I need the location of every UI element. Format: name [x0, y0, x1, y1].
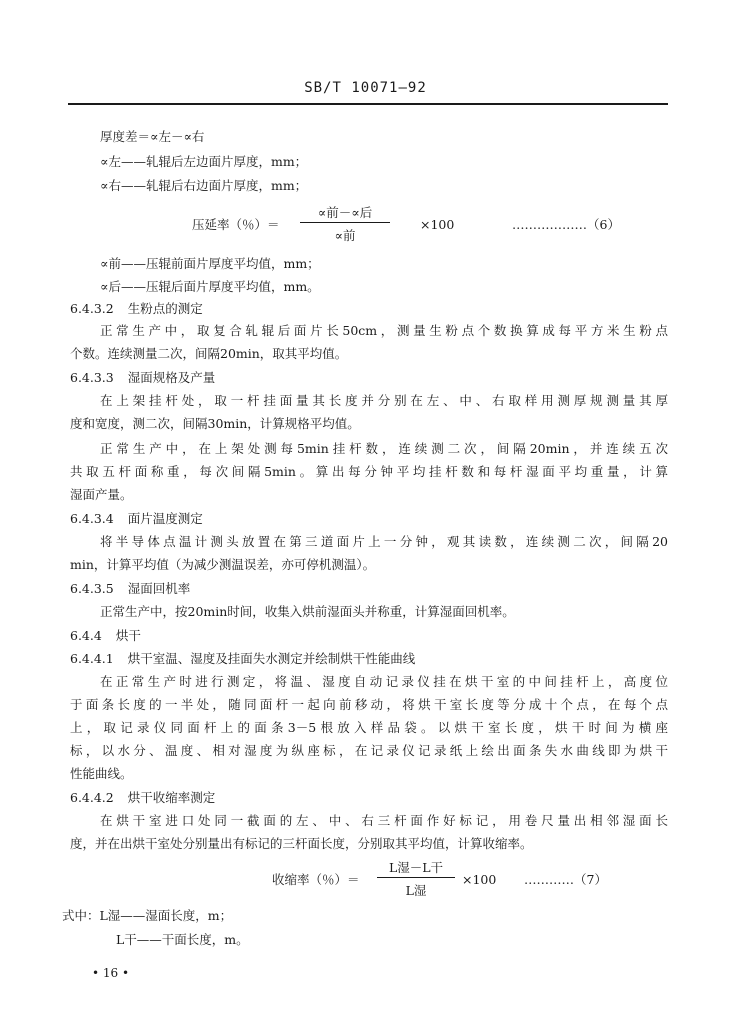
section-6441-heading	[70, 650, 415, 668]
para-6432-line-2: 个数。连续测量二次，间隔20min，取其平均值。	[70, 346, 348, 361]
header-rule	[68, 103, 668, 105]
para-6433b-line-1: 正常生产中，在上架处测每5min挂杆数，连续测二次，间隔20min，并连续五次	[100, 441, 668, 456]
formula-6-fraction-bar	[300, 222, 390, 223]
section-6433-heading	[70, 369, 215, 387]
section-6433-title: 湿面规格及产量	[127, 370, 216, 385]
section-6442-heading	[70, 789, 215, 807]
para-6442-line-2: 度，并在出烘干室处分别量出有标记的三杆面长度，分别取其平均值，计算收缩率。	[70, 836, 533, 851]
thickness-diff-formula: 厚度差＝∝左－∝右	[100, 129, 205, 144]
section-6442-title: 烘干收缩率测定	[127, 790, 216, 805]
formula-7-numerator: L湿－L干	[388, 860, 444, 875]
para-6441-line-5: 性能曲线。	[70, 766, 133, 781]
section-6441-number: 6.4.4.1	[70, 651, 114, 666]
section-644-heading	[70, 627, 141, 645]
para-6433b-line-3: 湿面产量。	[70, 487, 133, 502]
formula-7-lhs: 收缩率（％）＝	[272, 872, 360, 887]
page-number: • 16 •	[92, 966, 130, 980]
where-clause-wet-length: 式中：L湿——湿面长度，m；	[62, 908, 233, 923]
section-644-title: 烘干	[115, 628, 141, 643]
definition-right-thickness: ∝右——轧辊后右边面片厚度，mm；	[100, 178, 308, 193]
formula-7-tag: …………（7）	[524, 872, 607, 887]
section-6432-title: 生粉点的测定	[127, 301, 203, 316]
section-6441-title: 烘干室温、湿度及挂面失水测定并绘制烘干性能曲线	[127, 651, 416, 666]
para-6441-line-2: 于面条长度的一半处，随同面杆一起向前移动，将烘干室长度等分成十个点，在每个点	[70, 697, 668, 712]
standard-number-header: SB/T 10071—92	[304, 80, 427, 96]
para-6432-line-1: 正常生产中，取复合轧辊后面片长50cm，测量生粉点个数换算成每平方米生粉点	[100, 323, 668, 338]
formula-7-fraction-bar	[377, 877, 455, 878]
section-644-number: 6.4.4	[70, 628, 102, 643]
section-6435-number: 6.4.3.5	[70, 581, 114, 596]
formula-6-lhs: 压延率（％）＝	[192, 217, 280, 232]
section-6434-number: 6.4.3.4	[70, 511, 114, 526]
para-6441-line-4: 标，以水分、温度、相对湿度为纵座标，在记录仪记录纸上绘出面条失水曲线即为烘干	[70, 743, 668, 758]
para-6434-line-1: 将半导体点温计测头放置在第三道面片上一分钟，观其读数，连续测二次，间隔20	[100, 534, 668, 549]
section-6442-number: 6.4.4.2	[70, 790, 114, 805]
definition-before-thickness: ∝前——压辊前面片厚度平均值，mm；	[100, 256, 320, 271]
formula-6-numerator: ∝前－∝后	[317, 205, 373, 220]
para-6441-line-3: 上，取记录仪同面杆上的面条3－5根放入样品袋。以烘干室长度，烘干时间为横座	[70, 720, 668, 735]
section-6432-number: 6.4.3.2	[70, 301, 114, 316]
para-6433a-line-2: 度和宽度，测二次，间隔30min，计算规格平均值。	[70, 416, 360, 431]
para-6435: 正常生产中，按20min时间，收集入烘前湿面头并称重，计算湿面回机率。	[100, 604, 515, 619]
where-clause-dry-length: L干——干面长度，m。	[116, 932, 249, 947]
section-6434-heading	[70, 510, 203, 528]
para-6433b-line-2: 共取五杆面称重，每次间隔5min。算出每分钟平均挂杆数和每杆湿面平均重量，计算	[70, 464, 668, 479]
section-6433-number: 6.4.3.3	[70, 370, 114, 385]
section-6435-title: 湿面回机率	[127, 581, 191, 596]
section-6432-heading	[70, 300, 203, 318]
para-6442-line-1: 在烘干室进口处同一截面的左、中、右三杆面作好标记，用卷尺量出相邻湿面长	[100, 813, 668, 828]
para-6434-line-2: min，计算平均值（为减少测温误差，亦可停机测温）。	[70, 557, 376, 572]
formula-7-multiplier: ×100	[462, 872, 497, 887]
section-6434-title: 面片温度测定	[127, 511, 203, 526]
formula-7-denominator: L湿	[405, 883, 427, 898]
formula-6-tag: ………………（6）	[512, 217, 620, 232]
formula-6-denominator: ∝前	[334, 228, 356, 243]
section-6435-heading	[70, 580, 190, 598]
para-6433a-line-1: 在上架挂杆处，取一杆挂面量其长度并分别在左、中、右取样用测厚规测量其厚	[100, 393, 668, 408]
para-6441-line-1: 在正常生产时进行测定，将温、湿度自动记录仪挂在烘干室的中间挂杆上，高度位	[100, 674, 668, 689]
definition-left-thickness: ∝左——轧辊后左边面片厚度，mm；	[100, 154, 308, 169]
definition-after-thickness: ∝后——压辊后面片厚度平均值，mm。	[100, 279, 320, 294]
formula-6-multiplier: ×100	[420, 217, 455, 232]
